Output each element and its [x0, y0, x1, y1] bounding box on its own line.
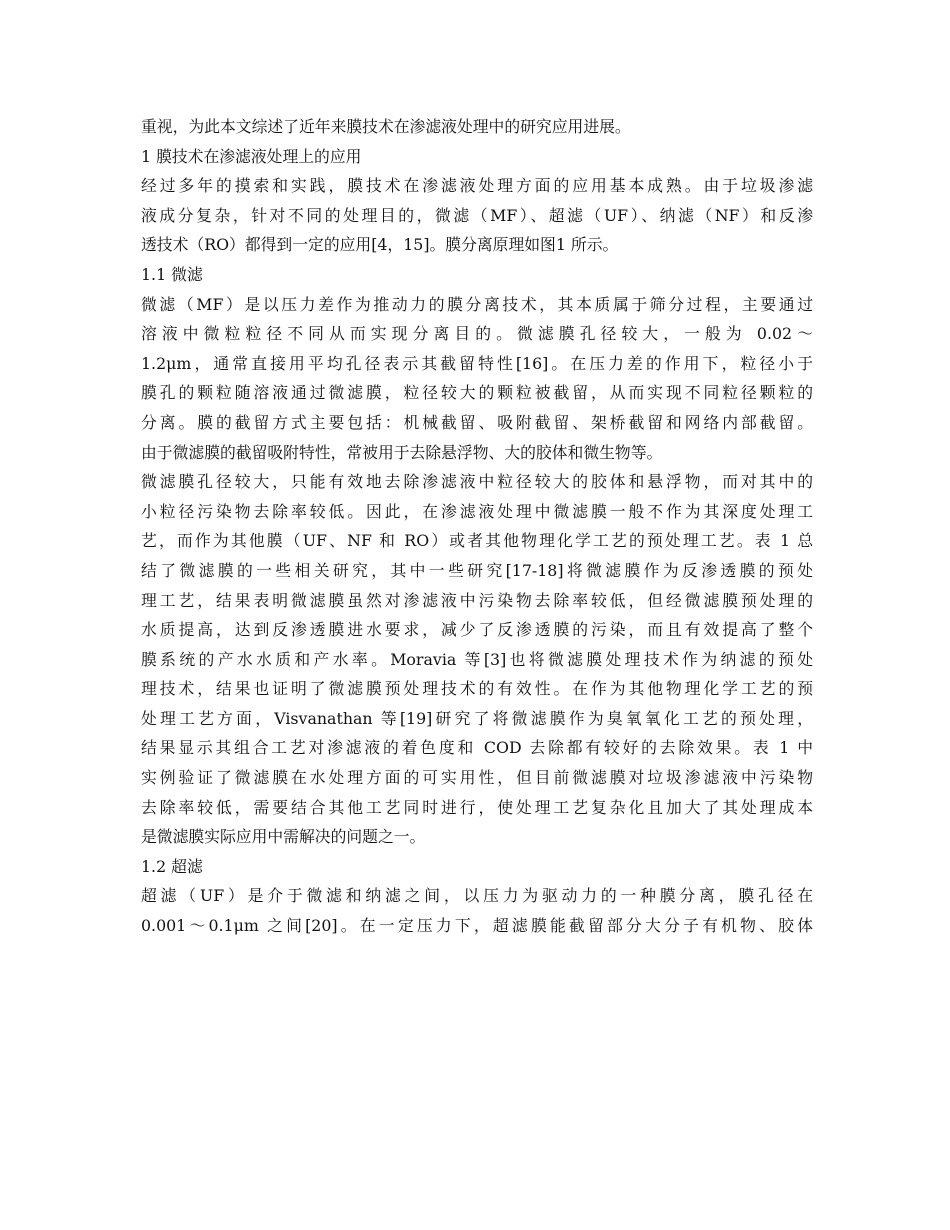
- paragraph-line: 由于微滤膜的截留吸附特性，常被用于去除悬浮物、大的胶体和微生物等。: [141, 442, 663, 462]
- paragraph-line: 膜系统的产水水质和产水率。Moravia 等[3]也将微滤膜处理技术作为纳滤的预处: [141, 649, 813, 669]
- paragraph-line: 液成分复杂，针对不同的处理目的，微滤（MF）、超滤（UF）、纳滤（NF）和反渗: [141, 205, 813, 225]
- paragraph-line: 0.001～0.1μm 之间[20]。在一定压力下，超滤膜能截留部分大分子有机物、胶体: [141, 916, 813, 936]
- paragraph-line: 经过多年的摸索和实践，膜技术在渗滤液处理方面的应用基本成熟。由于垃圾渗滤: [141, 176, 813, 196]
- paragraph-line: 溶液中微粒粒径不同从而实现分离目的。微滤膜孔径较大，一般为 0.02～: [141, 324, 813, 344]
- paragraph-line: 微滤膜孔径较大，只能有效地去除渗滤液中粒径较大的胶体和悬浮物，而对其中的: [141, 472, 813, 492]
- paragraph-line: 超滤（UF）是介于微滤和纳滤之间，以压力为驱动力的一种膜分离，膜孔径在: [141, 886, 813, 906]
- paragraph-line: 小粒径污染物去除率较低。因此，在渗滤液处理中微滤膜一般不作为其深度处理工: [141, 501, 813, 521]
- paragraph-line: 微滤（MF）是以压力差作为推动力的膜分离技术，其本质属于筛分过程，主要通过: [141, 294, 813, 314]
- subsection-heading: 1.2 超滤: [141, 856, 203, 876]
- subsection-heading: 1.1 微滤: [141, 264, 203, 284]
- paragraph-line: 结了微滤膜的一些相关研究，其中一些研究[17-18]将微滤膜作为反渗透膜的预处: [141, 560, 813, 580]
- paragraph-line: 水质提高，达到反渗透膜进水要求，减少了反渗透膜的污染，而且有效提高了整个: [141, 620, 813, 640]
- paragraph-line: 处理工艺方面，Visvanathan 等[19]研究了将微滤膜作为臭氧氧化工艺的预处理，: [141, 708, 813, 728]
- paragraph-line: 重视，为此本文综述了近年来膜技术在渗滤液处理中的研究应用进展。: [141, 117, 631, 136]
- document-body: [141, 112, 813, 941]
- paragraph-line: 膜孔的颗粒随溶液通过微滤膜，粒径较大的颗粒被截留，从而实现不同粒径颗粒的: [141, 383, 813, 403]
- paragraph-line: 分离。膜的截留方式主要包括：机械截留、吸附截留、架桥截留和网络内部截留。: [141, 412, 813, 432]
- paragraph-line: 理技术，结果也证明了微滤膜预处理技术的有效性。在作为其他物理化学工艺的预: [141, 679, 813, 699]
- paragraph-line: 结果显示其组合工艺对渗滤液的着色度和 COD 去除都有较好的去除效果。表 1 中: [141, 738, 813, 758]
- section-heading: 1 膜技术在渗滤液处理上的应用: [141, 146, 362, 166]
- paragraph-line: 1.2μm，通常直接用平均孔径表示其截留特性[16]。在压力差的作用下，粒径小于: [141, 353, 813, 373]
- paragraph-line: 艺，而作为其他膜（UF、NF 和 RO）或者其他物理化学工艺的预处理工艺。表 1 总: [141, 531, 813, 551]
- paragraph-line: 是微滤膜实际应用中需解决的问题之一。: [141, 827, 426, 847]
- paragraph-line: 去除率较低，需要结合其他工艺同时进行，使处理工艺复杂化且加大了其处理成本: [141, 797, 813, 817]
- paragraph-line: 透技术（RO）都得到一定的应用[4，15]。膜分离原理如图1 所示。: [141, 235, 619, 255]
- paragraph-line: 实例验证了微滤膜在水处理方面的可实用性，但目前微滤膜对垃圾渗滤液中污染物: [141, 768, 813, 788]
- paragraph-line: 理工艺，结果表明微滤膜虽然对渗滤液中污染物去除率较低，但经微滤膜预处理的: [141, 590, 813, 610]
